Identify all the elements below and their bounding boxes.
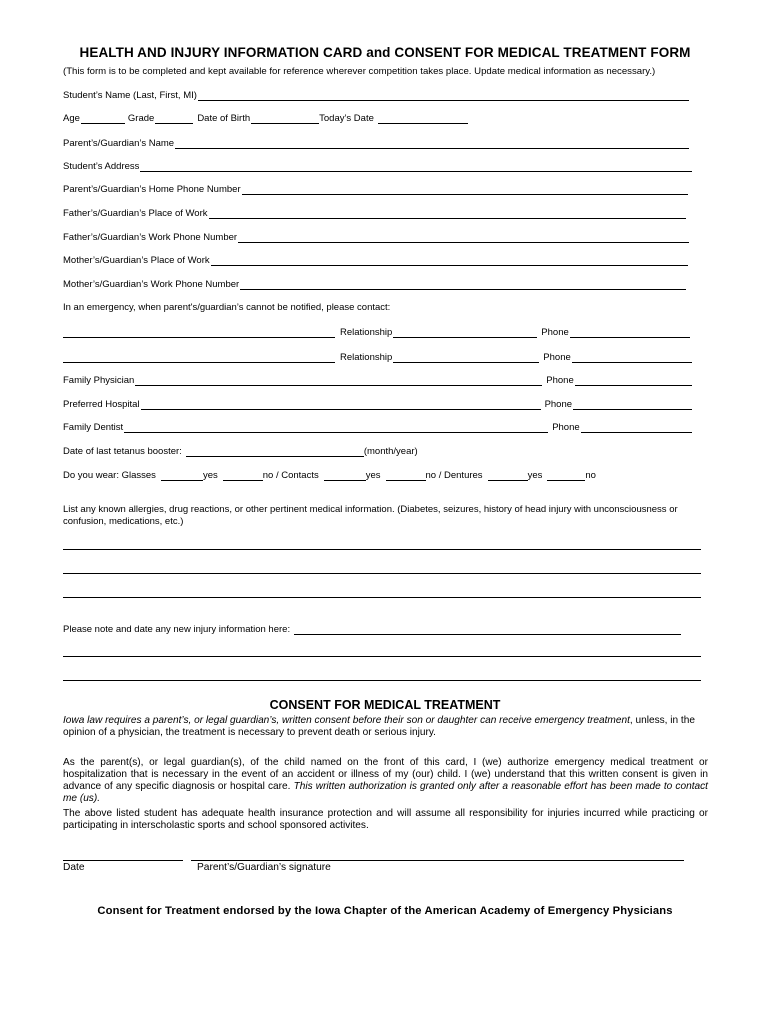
student-address-label: Student’s Address — [63, 161, 140, 172]
authorization-paragraph — [63, 757, 708, 805]
todays-date-label: Today’s Date — [319, 113, 374, 124]
mother-work-phone-label: Mother’s/Guardian’s Work Phone Number — [63, 279, 240, 290]
authorization-italic: This written authorization is granted only after a reasonable effort has been made to contact me (us). — [63, 781, 708, 805]
contacts-label: no / Contacts — [262, 470, 319, 481]
dob-field[interactable] — [251, 113, 319, 124]
guardian-name-row — [63, 135, 689, 149]
age-label: Age — [63, 113, 80, 124]
signature-label: Parent’s/Guardian’s signature — [197, 862, 331, 873]
allergies-line[interactable] — [63, 597, 701, 598]
iowa-law-paragraph — [63, 715, 708, 739]
family-dentist-row — [63, 419, 692, 433]
family-physician-field[interactable] — [135, 375, 542, 386]
preferred-hospital-label: Preferred Hospital — [63, 399, 140, 410]
family-dentist-label: Family Dentist — [63, 422, 124, 433]
phone-label: Phone — [544, 399, 573, 410]
preferred-hospital-row — [63, 396, 692, 410]
form-instructions: (This form is to be completed and kept available for reference wherever competition takes place. Update medical information as necessary.) — [63, 66, 656, 77]
form-title: HEALTH AND INJURY INFORMATION CARD and CONSENT FOR MEDICAL TREATMENT FORM — [79, 45, 691, 60]
iowa-law-italic: Iowa law requires a parent’s, or legal guardian’s, written consent before their son or daughter can receive emergency treatment — [63, 715, 630, 726]
mother-work-phone-field[interactable] — [240, 279, 686, 290]
emergency-prompt-text: In an emergency, when parent's/guardian’s cannot be notified, please contact: — [63, 302, 391, 313]
preferred-hospital-field[interactable] — [141, 399, 541, 410]
student-address-row — [63, 158, 692, 172]
dentures-no-field[interactable] — [547, 470, 585, 481]
student-name-row — [63, 87, 689, 101]
insurance-paragraph: The above listed student has adequate health insurance protection and will assume all responsibility for injuries incurred while practicing or participating in interscholastic sports and school sponsored activites. — [63, 808, 708, 832]
relationship-label-text: Relationship — [340, 352, 393, 363]
do-you-wear-row — [63, 467, 597, 481]
emergency-contact-name-field[interactable] — [63, 327, 335, 338]
guardian-name-field[interactable] — [175, 138, 689, 149]
authorization-text: As the parent(s), or legal guardian(s), of the child named on the front of this card, I (we) authorize emergency medical treatment or hospitalization that is necessary in the event of an accident or illness of my (our) child. I (we) understand that this written consent is given in advance of any specific diagnosis or hospital care. — [63, 757, 708, 793]
home-phone-row — [63, 181, 688, 195]
allergies-prompt: List any known allergies, drug reactions, or other pertinent medical information. (Diabetes, seizures, history of head injury with unconsciousness or confusion, medications, etc.) — [63, 504, 678, 527]
new-injury-label: Please note and date any new injury information here: — [63, 624, 291, 635]
father-work-phone-field[interactable] — [238, 232, 689, 243]
todays-date-field[interactable] — [378, 113, 468, 124]
phone-field[interactable] — [581, 422, 692, 433]
no-label: no — [585, 470, 596, 481]
phone-field[interactable] — [570, 327, 690, 338]
date-label: Date — [63, 862, 85, 873]
home-phone-field[interactable] — [242, 184, 688, 195]
allergies-line[interactable] — [63, 573, 701, 574]
yes-label: yes — [365, 470, 381, 481]
tetanus-field[interactable] — [186, 446, 364, 457]
iowa-law-rest: , unless, in the opinion of a physician, the treatment is necessary to prevent death or serious injury. — [63, 715, 695, 739]
tetanus-label: Date of last tetanus booster: — [63, 446, 182, 457]
age-grade-row — [63, 110, 483, 124]
phone-label: Phone — [543, 352, 571, 363]
new-injury-field[interactable] — [294, 624, 681, 635]
contacts-no-field[interactable] — [386, 470, 426, 481]
emergency-contact-row — [63, 324, 690, 338]
mother-work-place-row — [63, 252, 688, 266]
new-injury-line[interactable] — [63, 656, 701, 657]
guardian-name-label: Parent’s/Guardian’s Name — [63, 138, 175, 149]
glasses-no-field[interactable] — [223, 470, 263, 481]
mother-work-phone-row — [63, 276, 686, 290]
family-physician-label: Family Physician — [63, 375, 135, 386]
father-work-place-row — [63, 205, 686, 219]
dob-label: Date of Birth — [197, 113, 251, 124]
phone-field[interactable] — [575, 375, 692, 386]
age-field[interactable] — [81, 113, 125, 124]
emergency-contact-row — [63, 349, 692, 363]
emergency-prompt — [63, 299, 391, 313]
grade-field[interactable] — [155, 113, 193, 124]
yes-label: yes — [527, 470, 543, 481]
father-work-phone-row — [63, 229, 689, 243]
allergies-line[interactable] — [63, 549, 701, 550]
guardian-signature-field[interactable] — [191, 860, 684, 861]
contacts-yes-field[interactable] — [324, 470, 366, 481]
date-signature-field[interactable] — [63, 860, 183, 861]
father-work-place-label: Father’s/Guardian’s Place of Work — [63, 208, 208, 219]
phone-field[interactable] — [573, 399, 692, 410]
emergency-contact-name-field[interactable] — [63, 352, 335, 363]
new-injury-line[interactable] — [63, 680, 701, 681]
tetanus-row — [63, 443, 419, 457]
dentures-yes-field[interactable] — [488, 470, 528, 481]
consent-heading: CONSENT FOR MEDICAL TREATMENT — [269, 698, 501, 712]
grade-label: Grade — [127, 113, 155, 124]
endorsement-footer: Consent for Treatment endorsed by the Iowa Chapter of the American Academy of Emergency Physicians — [97, 905, 673, 917]
mother-work-place-field[interactable] — [211, 255, 688, 266]
phone-label: Phone — [552, 422, 580, 433]
month-year-label: (month/year) — [363, 446, 418, 457]
home-phone-label: Parent’s/Guardian’s Home Phone Number — [63, 184, 241, 195]
phone-label: Phone — [541, 327, 569, 338]
phone-field[interactable] — [572, 352, 692, 363]
father-work-place-field[interactable] — [209, 208, 686, 219]
father-work-phone-label: Father’s/Guardian’s Work Phone Number — [63, 232, 238, 243]
relationship-field[interactable] — [393, 327, 537, 338]
relationship-label-text: Relationship — [340, 327, 393, 338]
glasses-yes-field[interactable] — [161, 470, 203, 481]
family-physician-row — [63, 372, 692, 386]
new-injury-row — [63, 621, 681, 635]
student-name-label: Student’s Name (Last, First, MI) — [63, 90, 197, 101]
relationship-field[interactable] — [393, 352, 539, 363]
dentures-label: no / Dentures — [425, 470, 483, 481]
mother-work-place-label: Mother’s/Guardian’s Place of Work — [63, 255, 210, 266]
wear-label: Do you wear: Glasses — [63, 470, 156, 481]
family-dentist-field[interactable] — [124, 422, 548, 433]
yes-label: yes — [202, 470, 218, 481]
phone-label: Phone — [546, 375, 574, 386]
student-address-field[interactable] — [140, 161, 692, 172]
student-name-field[interactable] — [198, 90, 689, 101]
